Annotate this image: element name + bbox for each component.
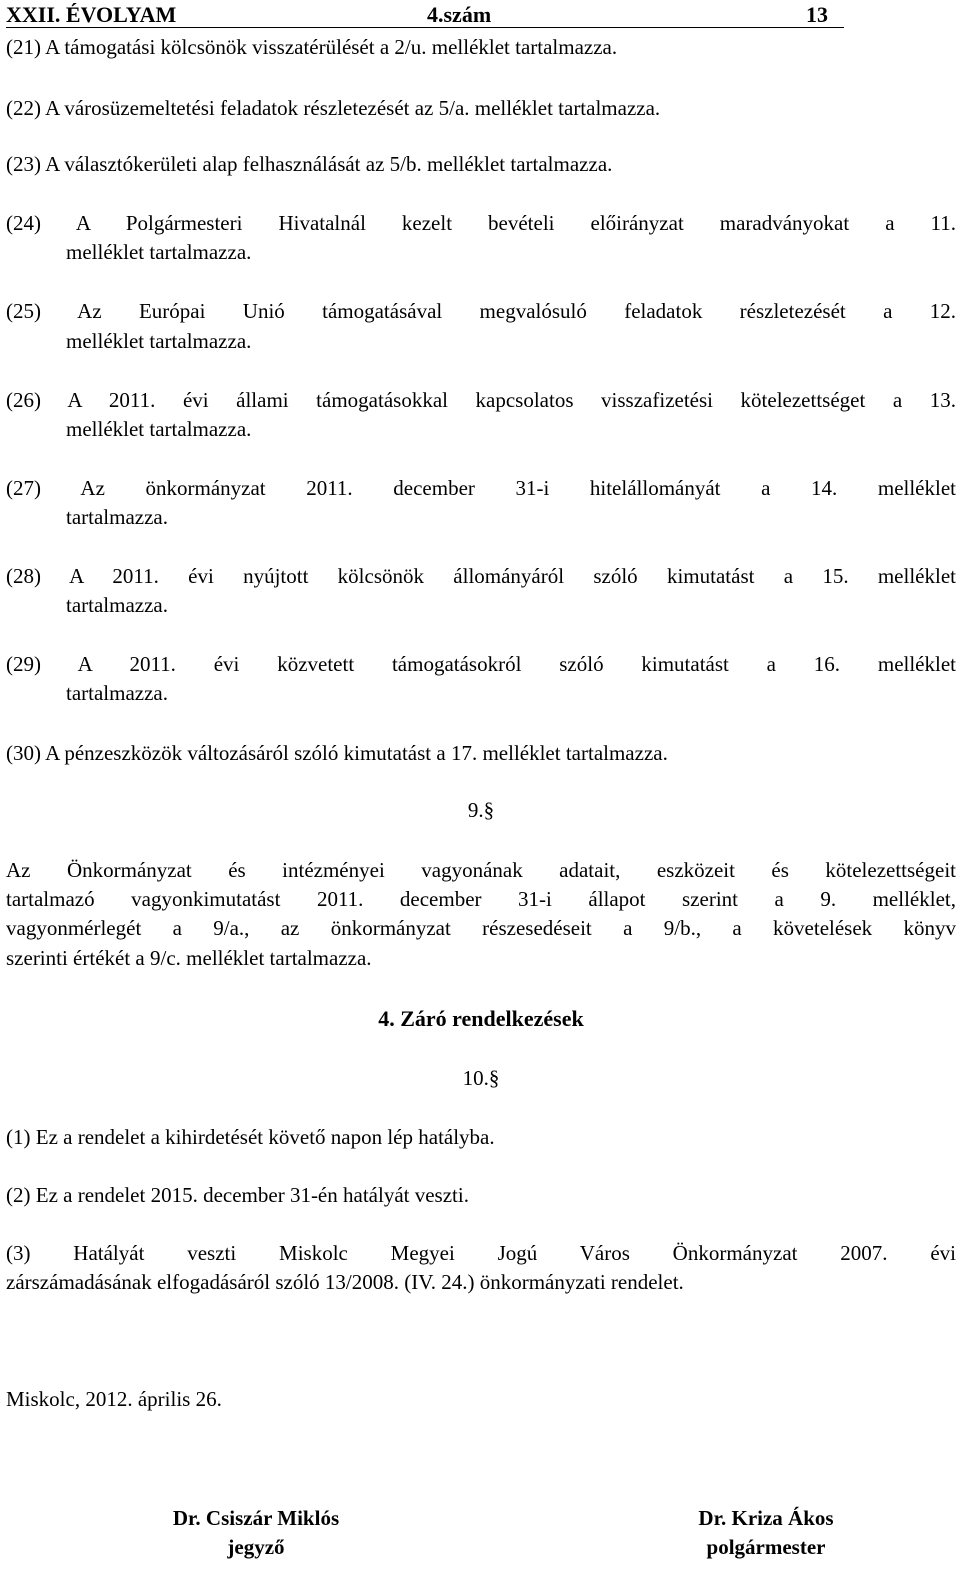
section-9-line-4: szerinti értékét a 9/c. melléklet tartalmazza. (6, 946, 372, 970)
section-10-heading: 10.§ (462, 1066, 500, 1090)
paragraph-27-line-1: (27) Az önkormányzat 2011. december 31-i hitelállományát a 14. melléklet (6, 476, 956, 500)
paragraph-23: (23) A választókerületi alap felhasználását az 5/b. melléklet tartalmazza. (6, 152, 613, 176)
section-9-heading: 9.§ (467, 798, 495, 822)
closing-provision-2: (2) Ez a rendelet 2015. december 31-én hatályát veszti. (6, 1183, 469, 1207)
page-header (6, 3, 844, 28)
paragraph-25-line-1: (25) Az Európai Unió támogatásával megvalósuló feladatok részletezését a 12. (6, 299, 956, 323)
signer-2-title: polgármester (706, 1535, 826, 1559)
place-and-date: Miskolc, 2012. április 26. (6, 1387, 222, 1411)
section-9-line-2: tartalmazó vagyonkimutatást 2011. december 31-i állapot szerint a 9. melléklet, (6, 887, 956, 911)
paragraph-24-line-2: melléklet tartalmazza. (66, 240, 252, 264)
paragraph-26-line-2: melléklet tartalmazza. (66, 417, 252, 441)
paragraph-27-line-2: tartalmazza. (66, 505, 169, 529)
paragraph-22: (22) A városüzemeltetési feladatok részletezését az 5/a. melléklet tartalmazza. (6, 96, 661, 120)
paragraph-28-line-2: tartalmazza. (66, 593, 169, 617)
document-page (6, 0, 960, 1581)
section-9-line-1: Az Önkormányzat és intézményei vagyonának adatait, eszközeit és kötelezettségeit (6, 858, 956, 882)
signer-1-title: jegyző (227, 1535, 285, 1559)
signer-1-name: Dr. Csiszár Miklós (172, 1506, 340, 1530)
signature-block-mayor (616, 1504, 916, 1562)
closing-provision-3-line-1: (3) Hatályát veszti Miskolc Megyei Jogú Város Önkormányzat 2007. évi (6, 1241, 956, 1265)
issue-label: 4.szám (427, 2, 492, 27)
signature-block-notary (106, 1504, 406, 1562)
paragraph-29-line-2: tartalmazza. (66, 681, 169, 705)
closing-provision-3-line-2: zárszámadásának elfogadásáról szóló 13/2008. (IV. 24.) önkormányzati rendelet. (6, 1270, 684, 1294)
paragraph-24-line-1: (24) A Polgármesteri Hivatalnál kezelt bevételi előirányzat maradványokat a 11. (6, 211, 956, 235)
page-number: 13 (806, 2, 828, 27)
section-9-line-3: vagyonmérlegét a 9/a., az önkormányzat részesedéseit a 9/b., a követelések könyv (6, 916, 956, 940)
paragraph-25-line-2: melléklet tartalmazza. (66, 329, 252, 353)
paragraph-26-line-1: (26) A 2011. évi állami támogatásokkal kapcsolatos visszafizetési kötelezettséget a 13. (6, 388, 956, 412)
chapter-4-title: 4. Záró rendelkezések (378, 1006, 584, 1031)
paragraph-30: (30) A pénzeszközök változásáról szóló kimutatást a 17. melléklet tartalmazza. (6, 741, 668, 765)
signer-2-name: Dr. Kriza Ákos (698, 1506, 834, 1530)
closing-provision-1: (1) Ez a rendelet a kihirdetését követő napon lép hatályba. (6, 1125, 495, 1149)
volume-label: XXII. ÉVOLYAM (6, 2, 177, 27)
paragraph-29-line-1: (29) A 2011. évi közvetett támogatásokról szóló kimutatást a 16. melléklet (6, 652, 956, 676)
paragraph-28-line-1: (28) A 2011. évi nyújtott kölcsönök állományáról szóló kimutatást a 15. melléklet (6, 564, 956, 588)
paragraph-21: (21) A támogatási kölcsönök visszatérülését a 2/u. melléklet tartalmazza. (6, 35, 618, 59)
